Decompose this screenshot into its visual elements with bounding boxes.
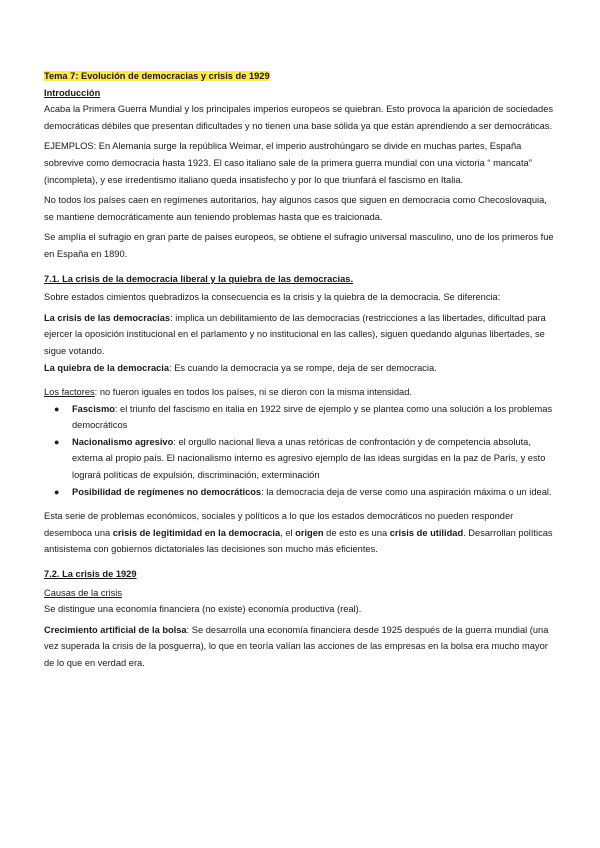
bullet-icon: ● (54, 403, 60, 414)
factores-list (44, 401, 558, 501)
quiebra-term: La quiebra de la democracia (44, 362, 170, 373)
closing-paragraph (44, 508, 558, 558)
section-7-2-heading: 7.2. La crisis de 1929 (44, 569, 137, 580)
list-item (44, 401, 558, 434)
document-title (44, 68, 558, 85)
closing-bold-2: origen (295, 527, 324, 538)
closing-text-e: . Desarrollan políticas antisistema con gobiernos dictatoriales las decisiones son mucho más eficientes. (44, 527, 553, 555)
section-7-1-heading: 7.1. La crisis de la democracia liberal y la quiebra de las democracias. (44, 273, 354, 284)
intro-paragraph-3: No todos los países caen en regímenes autoritarios, hay algunos casos que siguen en democracia como Checoslovaquia, se mantiene democráticamente aun teniendo problemas hasta que es traicionada. (44, 195, 547, 222)
title-highlight: Tema 7: Evolución de democracias y crisis de 1929 (44, 71, 270, 81)
intro-paragraph-1: Acaba la Primera Guerra Mundial y los principales imperios europeos se quiebran. Esto provoca la aparición de sociedades democráticas débiles que presentan dificultades y no tienen una base sólida ya que están aprendiendo a ser democráticas. (44, 104, 554, 131)
bolsa-text: : Se desarrolla una economía financiera desde 1925 después de la guerra mundial (una vez superada la crisis de la posguerra), lo que en teoría valían las acciones de las empresas en la bolsa era mucho mayor de lo que en verdad era. (44, 624, 549, 668)
list-item (44, 434, 558, 484)
closing-text-d: de esto es una (323, 527, 390, 538)
bullet-term: Nacionalismo agresivo (72, 436, 174, 447)
factores-line (44, 384, 558, 401)
bolsa-term: Crecimiento artificial de la bolsa (44, 624, 187, 635)
closing-text-a: Esta serie de problemas económicos, sociales y políticos a lo que los estados democráticos no pueden responder desemboca una (44, 511, 514, 538)
bullet-text: : el triunfo del fascismo en italia en 1922 sirve de ejemplo y se plantea como una solución a los problemas democráticos (72, 403, 553, 431)
bullet-text: : el orgullo nacional lleva a unas retóricas de confrontación y de competencia absoluta, externa al propio país. El nacionalismo interno es agresivo ejemplo de las ideas surgidas en la paz de París, y esto logrará políticas de expulsión, discriminación, exterminación (72, 436, 546, 481)
section-7-1-intro: Sobre estados cimientos quebradizos la consecuencia es la crisis y la quiebra de la democracia. Se diferencia: (44, 292, 501, 303)
bullet-text: : la democracia deja de verse como una aspiración máxima o un ideal. (261, 486, 552, 497)
intro-paragraph-2: EJEMPLOS: En Alemania surge la república Weimar, el imperio austrohúngaro se divide en muchas partes, España sobrevive como democracia hasta 1923. El caso italiano sale de la primera guerra mundial con una victoria “ mancata” (incompleta), y ese irredentismo italiano queda insatisfecho y por lo que triunfará el fascismo en Italia. (44, 141, 532, 185)
list-item (44, 484, 558, 501)
document-body (44, 68, 558, 672)
quiebra-definition (44, 360, 558, 377)
crisis-definition (44, 310, 558, 360)
bullet-term: Posibilidad de regímenes no democráticos (72, 486, 262, 497)
bullet-icon: ● (54, 436, 60, 447)
factores-text: : no fueron iguales en todos los países, ni se dieron con la misma intensidad. (94, 387, 412, 398)
closing-text-c: , el (280, 527, 296, 538)
bolsa-paragraph (44, 622, 558, 672)
bullet-term: Fascismo (72, 403, 115, 414)
quiebra-text: : Es cuando la democracia ya se rompe, deja de ser democracia. (169, 362, 437, 373)
intro-paragraph-4: Se amplía el sufragio en gran parte de países europeos, se obtiene el sufragio universal masculino, uno de los primeros fue en España en 1890. (44, 232, 554, 259)
factores-label: Los factores (44, 387, 95, 398)
closing-bold-3: crisis de utilidad (389, 527, 464, 538)
intro-heading: Introducción (44, 87, 101, 98)
section-7-2-paragraph: Se distingue una economía financiera (no existe) economía productiva (real). (44, 604, 362, 615)
bullet-icon: ● (54, 486, 60, 497)
crisis-text: : implica un debilitamiento de las democracias (restricciones a las libertades, dificultad para ejercer la oposición institucional en el parlamento y no institucional en las calles), siguen quedando algunas libertades, se sigue votando. (44, 312, 546, 356)
crisis-term: La crisis de las democracias (44, 312, 171, 323)
closing-bold-1: crisis de legitimidad en la democracia (112, 527, 281, 538)
section-7-2-subheading: Causas de la crisis (44, 587, 123, 598)
